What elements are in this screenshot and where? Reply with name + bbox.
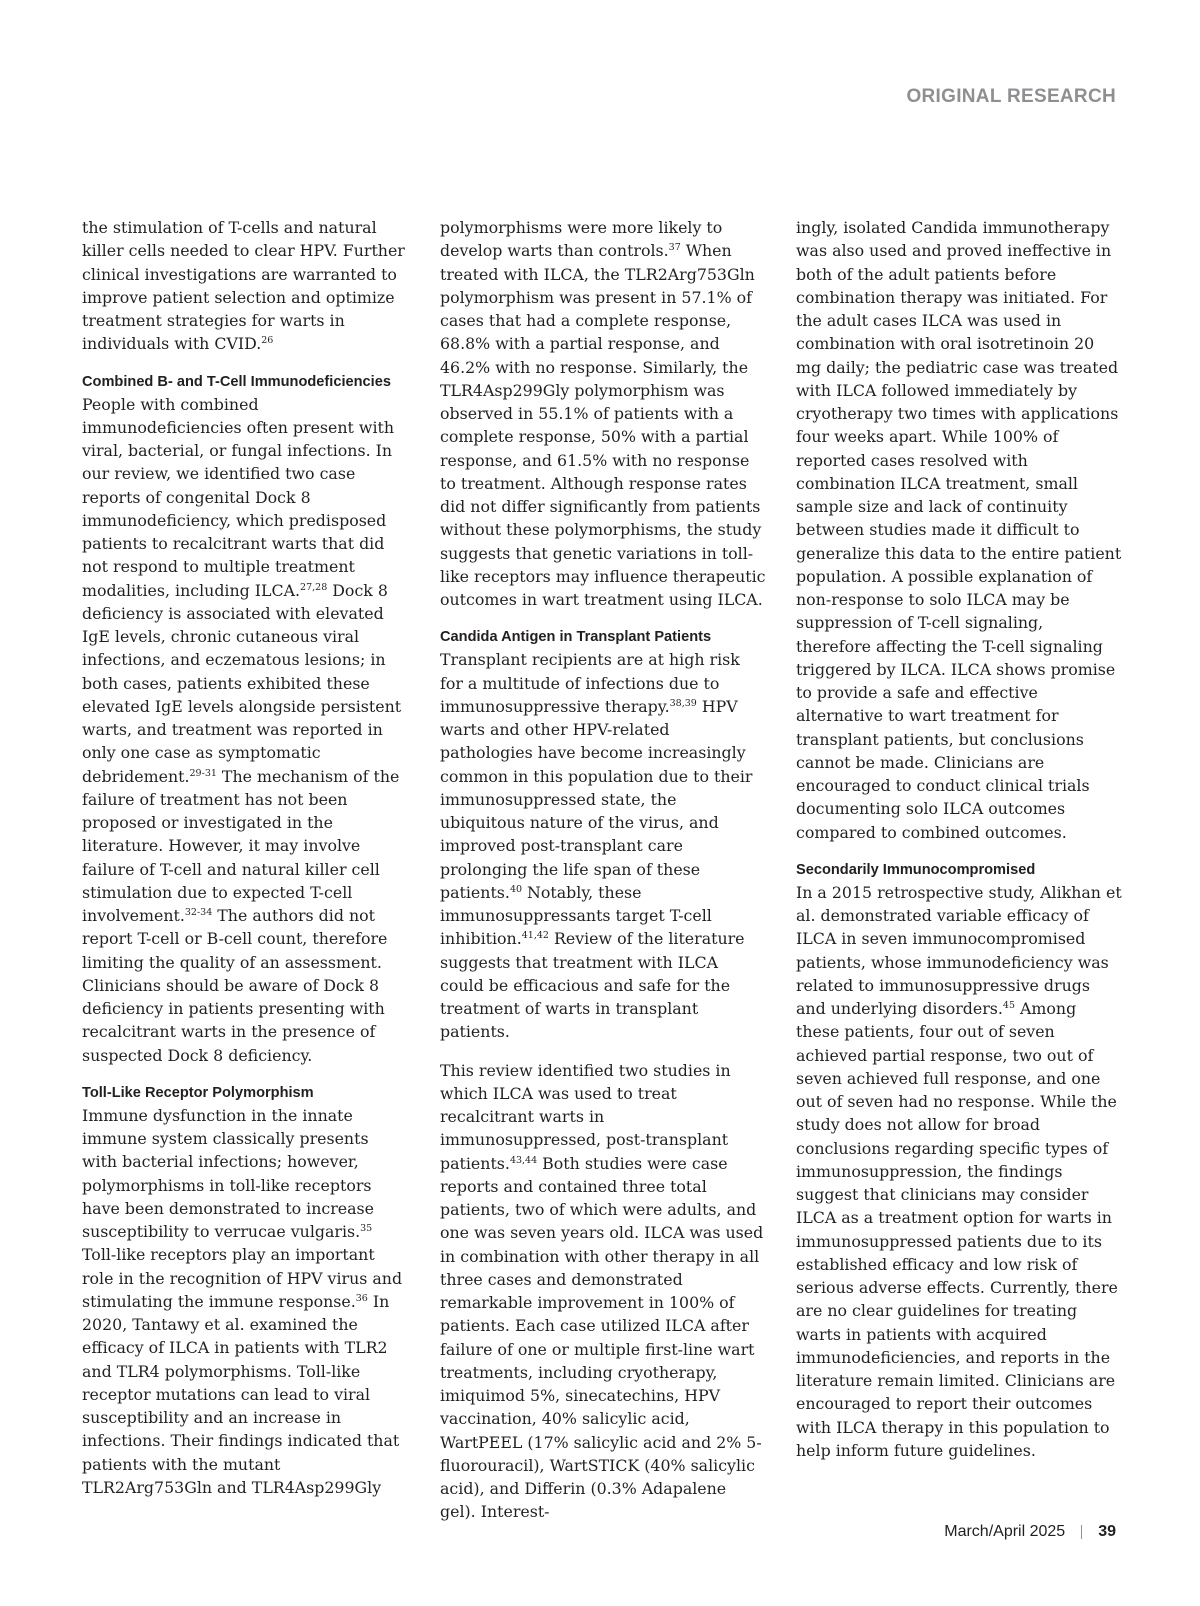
body-text: the stimulation of T-cells and natural killer cells needed to clear HPV. Further clinical investigations are warranted to improve patient selection and optimize treatment strategies for warts in individuals with CVID.: [82, 218, 405, 354]
paragraph: [82, 216, 408, 356]
body-text: Both studies were case reports and contained three total patients, two of which were adults, and one was seven years old. ILCA was used in combination with other therapy in all three cases and demonstrated remarkable improvement in 100% of patients. Each case utilized ILCA after failure of one or multiple first-line wart treatments, including cryotherapy, imiquimod 5%, sinecatechins, HPV vaccination, 40% salicylic acid, WartPEEL (17% salicylic acid and 2% 5-fluorouracil), WartSTICK (40% salicylic acid), and Differin (0.3% Adapalene gel). Interest-: [440, 1153, 764, 1522]
citation: 26: [261, 335, 274, 347]
body-text: Immune dysfunction in the innate immune system classically presents with bacterial infections; however, polymorphisms in toll-like receptors have been demonstrated to increase susceptibility to verrucae vulgaris.: [82, 1105, 374, 1241]
body-text: Toll-like receptors play an important role in the recognition of HPV virus and stimulating the immune response.: [82, 1245, 403, 1311]
citation: 36: [355, 1292, 368, 1304]
page-number: 39: [1098, 1523, 1116, 1540]
column-1: [82, 216, 408, 1514]
citation: 45: [1002, 1000, 1015, 1011]
issue-date: March/April 2025: [944, 1523, 1066, 1540]
paragraph: [82, 1104, 408, 1499]
column-2: [440, 216, 766, 1539]
column-3: [796, 216, 1122, 1477]
body-text: The mechanism of the failure of treatment has not been proposed or investigated in the literature. However, it may involve failure of T-cell and natural killer cell stimulation due to expected T-cell involvement.: [82, 766, 400, 925]
body-text: In a 2015 retrospective study, Alikhan et al. demonstrated variable efficacy of ILCA in seven immunocompromised patients, whose immunodeficiency was related to immunosuppressive drugs and underlying disorders.: [796, 882, 1122, 1018]
paragraph: [440, 648, 766, 1043]
citation: 38,39: [669, 697, 697, 709]
body-text: The authors did not report T-cell or B-cell count, therefore limiting the quality of an assessment. Clinicians should be aware of Dock 8 deficiency in patients presenting with recalcitrant warts in the presence of suspected Dock 8 deficiency.: [82, 906, 388, 1065]
paragraph: [82, 393, 408, 1067]
section-heading: Candida Antigen in Transplant Patients: [440, 629, 712, 646]
body-text: HPV warts and other HPV-related pathologies have become increasingly common in this population due to their immunosuppressed state, the ubiquitous nature of the virus, and improved post-transplant care prolonging the life span of these patients.: [440, 696, 753, 902]
paragraph: [440, 216, 766, 611]
page-footer: [944, 1523, 1116, 1541]
body-text: People with combined immunodeficiencies often present with viral, bacterial, or fungal infections. In our review, we identified two case reports of congenital Dock 8 immunodeficiency, which predisposed patients to recalcitrant warts that did not respond to multiple treatment modalities, including ILCA.: [82, 394, 395, 600]
body-text: When treated with ILCA, the TLR2Arg753Gln polymorphism was present in 57.1% of cases that had a complete response, 68.8% with a partial response, and 46.2% with no response. Similarly, the TLR4Asp299Gly polymorphism was observed in 55.1% of patients with a complete response, 50% with a partial response, and 61.5% with no response to treatment. Although response rates did not differ significantly from patients without these polymorphisms, the study suggests that genetic variations in toll-like receptors may influence therapeutic outcomes in wart treatment using ILCA.: [440, 241, 766, 609]
citation: 43,44: [509, 1154, 538, 1166]
citation: 27,28: [300, 581, 328, 593]
section-heading: Secondarily Immunocompromised: [796, 861, 1036, 878]
paragraph: [796, 216, 1122, 844]
section-heading: Toll-Like Receptor Polymorphism: [82, 1084, 314, 1101]
body-text: polymorphisms were more likely to develop warts than controls.: [440, 218, 723, 261]
paragraph: [440, 1059, 766, 1524]
body-text: In 2020, Tantawy et al. examined the efficacy of ILCA in patients with TLR2 and TLR4 polymorphisms. Toll-like receptor mutations can lead to viral susceptibility and an increase in infections. Their findings indicated that patients with the mutant TLR2Arg753Gln and TLR4Asp299Gly: [82, 1291, 400, 1497]
paragraph: [796, 881, 1122, 1462]
body-text: This review identified two studies in which ILCA was used to treat recalcitrant warts in immunosuppressed, post-transplant patients.: [440, 1060, 731, 1173]
body-text: Among these patients, four out of seven achieved partial response, two out of seven achieved full response, and one out of seven had no response. While the study does not allow for broad conclusions regarding specific types of immunosuppression, the findings suggest that clinicians may consider ILCA as a treatment option for warts in immunosuppressed patients due to its established efficacy and low risk of serious adverse effects. Currently, there are no clear guidelines for treating warts in patients with acquired immunodeficiencies, and reports in the literature remain limited. Clinicians are encouraged to report their outcomes with ILCA therapy in this population to help inform future guidelines.: [796, 999, 1118, 1460]
footer-divider: [1081, 1525, 1082, 1539]
body-text: ingly, isolated Candida immunotherapy was also used and proved ineffective in both of the adult patients before combination therapy was initiated. For the adult cases ILCA was used in combination with oral isotretinoin 20 mg daily; the pediatric case was treated with ILCA followed immediately by cryotherapy two times with applications four weeks apart. While 100% of reported cases resolved with combination ILCA treatment, small sample size and lack of continuity between studies made it difficult to generalize this data to the entire patient population. A possible explanation of non-response to solo ILCA may be suppression of T-cell signaling, therefore affecting the T-cell signaling triggered by ILCA. ILCA shows promise to provide a safe and effective alternative to wart treatment for transplant patients, but conclusions cannot be made. Clinicians are encouraged to conduct clinical trials documenting solo ILCA outcomes compared to combined outcomes.: [796, 218, 1122, 842]
citation: 29-31: [189, 767, 217, 779]
citation: 40: [509, 883, 523, 895]
body-text: Transplant recipients are at high risk for a multitude of infections due to immunosuppressive therapy.: [440, 650, 740, 716]
running-head: ORIGINAL RESEARCH: [906, 86, 1116, 107]
citation: 41,42: [521, 930, 549, 942]
body-text: Review of the literature suggests that treatment with ILCA could be efficacious and safe for the treatment of warts in transplant patients.: [440, 929, 745, 1042]
citation: 35: [360, 1223, 373, 1234]
body-text: Notably, these immunosuppressants target T-cell inhibition.: [440, 882, 712, 949]
citation: 32-34: [184, 907, 213, 918]
body-text: Dock 8 deficiency is associated with elevated IgE levels, chronic cutaneous viral infections, and eczematous lesions; in both cases, patients exhibited these elevated IgE levels alongside persistent warts, and treatment was reported in only one case as symptomatic debridement.: [82, 580, 402, 786]
section-heading: Combined B- and T-Cell Immunodeficiencies: [82, 373, 391, 390]
citation: 37: [668, 242, 681, 254]
